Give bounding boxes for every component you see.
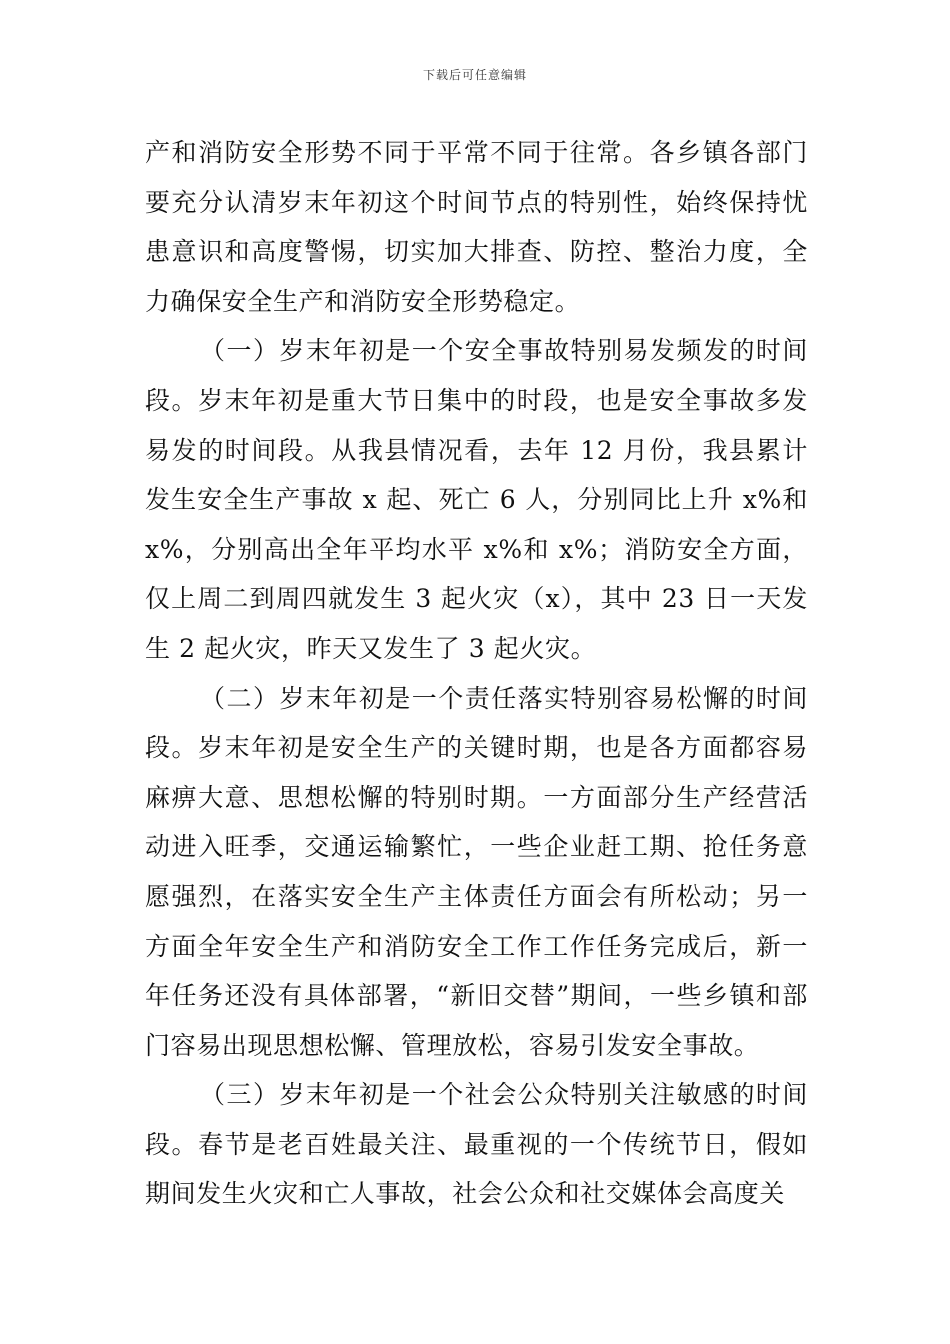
page-header: 下载后可任意编辑 <box>422 68 527 82</box>
paragraph-section-three: （三）岁末年初是一个社会公众特别关注敏感的时间段。春节是老百姓最关注、最重视的一个传统节日，假如期间发生火灾和亡人事故，社会公众和社交媒体会高度关 <box>145 1080 808 1209</box>
paragraph-continuation: 产和消防安全形势不同于平常不同于往常。各乡镇各部门要充分认清岁末年初这个时间节点的特别性，始终保持忧患意识和高度警惕，切实加大排查、防控、整治力度，全力确保安全生产和消防安全形势稳定。 <box>145 138 808 316</box>
paragraph-section-two: （二）岁末年初是一个责任落实特别容易松懈的时间段。岁末年初是安全生产的关键时期，也是各方面都容易麻痹大意、思想松懈的特别时期。一方面部分生产经营活动进入旺季，交通运输繁忙，一些企业赶工期、抢任务意愿强烈，在落实安全生产主体责任方面会有所松动；另一方面全年安全生产和消防安全工作工作任务完成后，新一年任务还没有具体部署，“新旧交替”期间，一些乡镇和部门容易出现思想松懈、管理放松，容易引发安全事故。 <box>145 683 808 1060</box>
paragraph-section-one: （一）岁末年初是一个安全事故特别易发频发的时间段。岁末年初是重大节日集中的时段，也是安全事故多发易发的时间段。从我县情况看，去年 12 月份，我县累计发生安全生产事故 x 起、死亡 6 人，分别同比上升 x%和 x%，分别高出全年平均水平 x%和 x%；消防安全方面，仅上周二到周四就发生 3 起火灾（x），其中 23 日一天发生 2 起火灾，昨天又发生了 3 起火灾。 <box>145 336 808 663</box>
document-body <box>145 128 808 1219</box>
